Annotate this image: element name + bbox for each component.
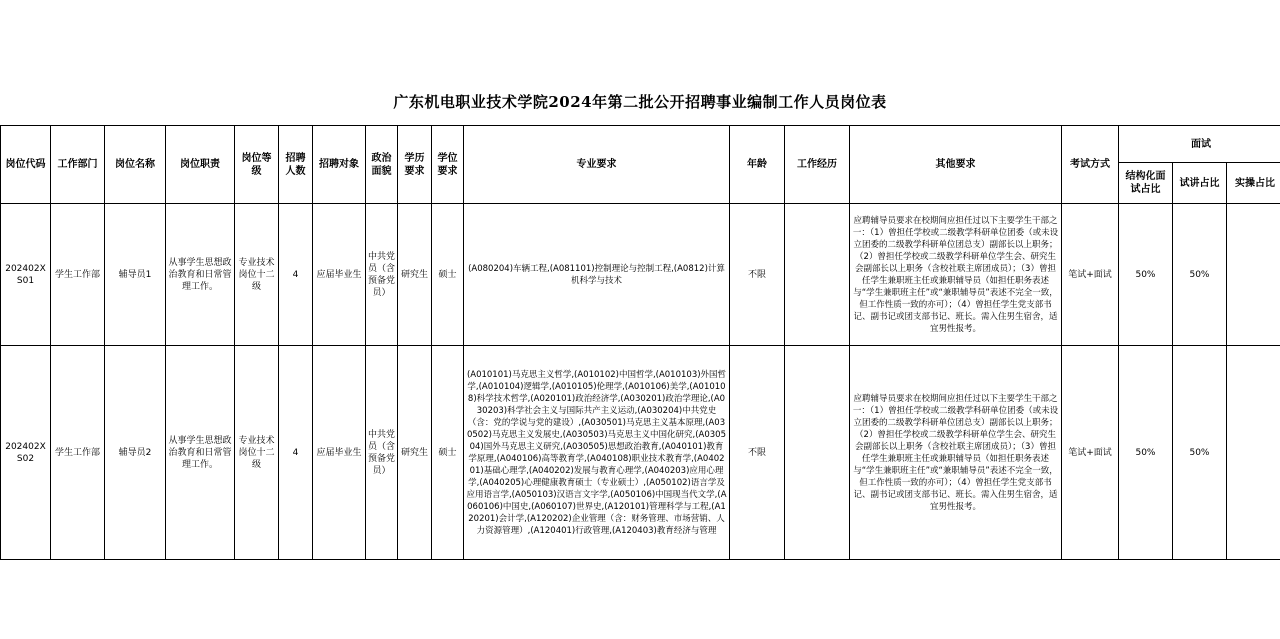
cell-other: 应聘辅导员要求在校期间应担任过以下主要学生干部之一：（1）曾担任学校或二级教学科研单位团委（或未设立团委的二级教学科研单位团总支）副部长以上职务；（2）曾担任学校或二级教学科研单位学生会、研究生会副部长以上职务（含校社联主席团成员）；（3）曾担任学生兼职班主任或兼职辅导员（如担任职务表述与“学生兼职班主任”或“兼职辅导员”表述不完全一致，但工作性质一致的亦可）；（4）曾担任学生党支部书记、副书记或团支部书记、班长。需入住男生宿舍，适宜男性报考。: [850, 204, 1062, 346]
header-count: 招聘人数: [279, 126, 313, 204]
cell-duty: 从事学生思想政治教育和日常管理工作。: [166, 346, 235, 560]
cell-edu: 研究生: [398, 204, 432, 346]
cell-exam: 笔试+面试: [1062, 204, 1119, 346]
header-level: 岗位等级: [235, 126, 279, 204]
cell-target: 应届毕业生: [313, 204, 366, 346]
cell-duty: 从事学生思想政治教育和日常管理工作。: [166, 204, 235, 346]
cell-degree: 硕士: [432, 346, 464, 560]
cell-major: (A080204)车辆工程,(A081101)控制理论与控制工程,(A0812)计算机科学与技术: [464, 204, 730, 346]
header-other: 其他要求: [850, 126, 1062, 204]
header-edu: 学历要求: [398, 126, 432, 204]
cell-level: 专业技术岗位十二级: [235, 204, 279, 346]
header-political: 政治面貌: [366, 126, 398, 204]
job-table: [0, 125, 1280, 560]
cell-code: 202402XS02: [1, 346, 51, 560]
cell-exp: [785, 204, 850, 346]
cell-political: 中共党员（含预备党员）: [366, 346, 398, 560]
cell-practical: [1227, 346, 1280, 560]
cell-structured: 50%: [1119, 346, 1173, 560]
header-exam: 考试方式: [1062, 126, 1119, 204]
table-row: [1, 204, 1280, 346]
header-degree: 学位要求: [432, 126, 464, 204]
cell-trial: 50%: [1173, 204, 1227, 346]
header-interview: 面试: [1119, 126, 1280, 163]
cell-code: 202402XS01: [1, 204, 51, 346]
cell-degree: 硕士: [432, 204, 464, 346]
cell-political: 中共党员（含预备党员）: [366, 204, 398, 346]
cell-level: 专业技术岗位十二级: [235, 346, 279, 560]
header-practical: 实操占比: [1227, 163, 1280, 204]
header-trial: 试讲占比: [1173, 163, 1227, 204]
header-dept: 工作部门: [51, 126, 105, 204]
header-duty: 岗位职责: [166, 126, 235, 204]
cell-name: 辅导员2: [105, 346, 166, 560]
cell-exam: 笔试+面试: [1062, 346, 1119, 560]
cell-edu: 研究生: [398, 346, 432, 560]
cell-exp: [785, 346, 850, 560]
cell-name: 辅导员1: [105, 204, 166, 346]
cell-age: 不限: [730, 346, 785, 560]
table-row: [1, 346, 1280, 560]
header-structured: 结构化面试占比: [1119, 163, 1173, 204]
header-exp: 工作经历: [785, 126, 850, 204]
header-row: [1, 126, 1280, 163]
cell-age: 不限: [730, 204, 785, 346]
header-code: 岗位代码: [1, 126, 51, 204]
cell-other: 应聘辅导员要求在校期间应担任过以下主要学生干部之一：（1）曾担任学校或二级教学科研单位团委（或未设立团委的二级教学科研单位团总支）副部长以上职务；（2）曾担任学校或二级教学科研单位学生会、研究生会副部长以上职务（含校社联主席团成员）；（3）曾担任学生兼职班主任或兼职辅导员（如担任职务表述与“学生兼职班主任”或“兼职辅导员”表述不完全一致，但工作性质一致的亦可）；（4）曾担任学生党支部书记、副书记或团支部书记、班长。需入住男生宿舍，适宜男性报考。: [850, 346, 1062, 560]
cell-count: 4: [279, 346, 313, 560]
cell-dept: 学生工作部: [51, 346, 105, 560]
page-title: 广东机电职业技术学院2024年第二批公开招聘事业编制工作人员岗位表: [393, 93, 887, 111]
header-target: 招聘对象: [313, 126, 366, 204]
header-major: 专业要求: [464, 126, 730, 204]
cell-structured: 50%: [1119, 204, 1173, 346]
header-age: 年龄: [730, 126, 785, 204]
cell-trial: 50%: [1173, 346, 1227, 560]
cell-practical: [1227, 204, 1280, 346]
cell-count: 4: [279, 204, 313, 346]
cell-target: 应届毕业生: [313, 346, 366, 560]
cell-dept: 学生工作部: [51, 204, 105, 346]
cell-major: (A010101)马克思主义哲学,(A010102)中国哲学,(A010103)外国哲学,(A010104)逻辑学,(A010105)伦理学,(A010106)美学,(A010108)科学技术哲学,(A020101)政治经济学,(A030201)政治学理论,(A030203)科学社会主义与国际共产主义运动,(A030204)中共党史（含：党的学说与党的建设）,(A030501)马克思主义基本原理,(A030502)马克思主义发展史,(A030503)马克思主义中国化研究,(A030504)国外马克思主义研究,(A030505)思想政治教育,(A040101)教育学原理,(A040106)高等教育学,(A040108)职业技术教育学,(A040201)基础心理学,(A040202)发展与教育心理学,(A040203)应用心理学,(A040205)心理健康教育硕士（专业硕士）,(A050102)语言学及应用语言学,(A050103)汉语言文字学,(A050106)中国现当代文学,(A060106)中国史,(A060107)世界史,(A120101)管理科学与工程,(A120201)会计学,(A120202)企业管理（含：财务管理、市场营销、人力资源管理）,(A120401)行政管理,(A120403)教育经济与管理: [464, 346, 730, 560]
header-name: 岗位名称: [105, 126, 166, 204]
